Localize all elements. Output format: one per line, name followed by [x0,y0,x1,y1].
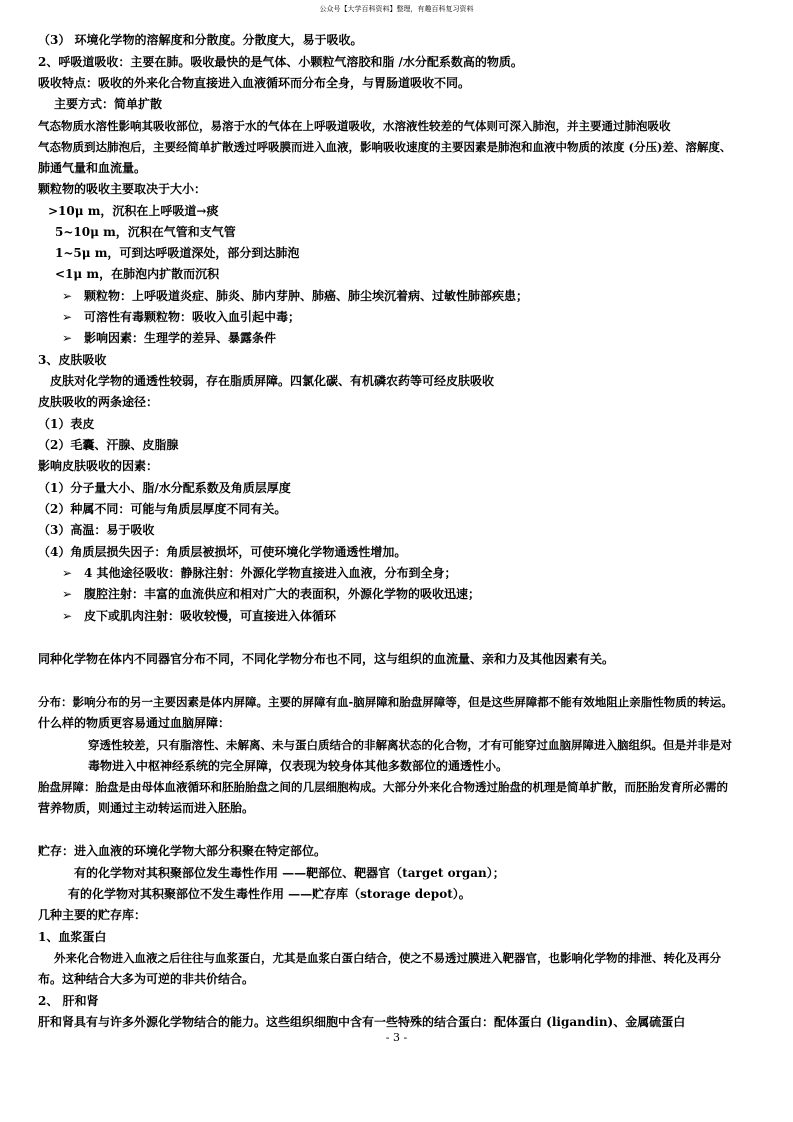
arrow-bullet-icon: ➢ [62,587,73,601]
text-line: （1）表皮 [38,417,95,431]
text-line: （4）角质层损失因子：角质层被损坏，可使环境化学物通透性增加。 [38,545,407,559]
text-line: （1）分子量大小、脂/水分配系数及角质层厚度 [38,481,291,495]
text-line: 分布：影响分布的另一主要因素是体内屏障。主要的屏障有血-脑屏障和胎盘屏障等，但是这些屏障都不能有效地阻止亲脂性物质的转运。 [38,695,733,709]
text-line: 胎盘屏障：胎盘是由母体血液循环和胚胎胎盘之间的几层细胞构成。大部分外来化合物透过胎盘的机理是简单扩散，而胚胎发育所必需的 [38,780,728,794]
text-line: 皮肤对化学物的通透性较弱，存在脂质屏障。四氯化碳、有机磷农药等可经皮肤吸收 [50,374,495,388]
text-line: 吸收特点：吸收的外来化合物直接进入血液循环而分布全身，与胃肠道吸收不同。 [38,76,471,90]
text-line: 有的化学物对其积聚部位不发生毒性作用 ——贮存库（storage depot）。 [68,887,471,901]
text-line: 外来化合物进入血液之后往往与血浆蛋白，尤其是血浆白蛋白结合，使之不易透过膜进入靶器官，也影响化学物的排泄、转化及再分 [54,951,721,965]
arrow-bullet-icon: ➢ [62,310,73,324]
text-line: 主要方式：简单扩散 [54,97,163,111]
text-line: 有的化学物对其积聚部位发生毒性作用 ——靶部位、靶器官（target organ）； [74,866,505,880]
text-line: >10μ m，沉积在上呼吸道→痰 [48,204,219,218]
text-line: 气态物质到达肺泡后，主要经简单扩散透过呼吸膜而进入血液，影响吸收速度的主要因素是肺泡和血液中物质的浓度 (分压)差、溶解度、 [38,140,732,154]
page-header: 公众号【大学百科资料】整理，有趣百科复习资料 [319,5,474,13]
page-number: - 3 - [385,1031,408,1044]
arrow-bullet-icon: ➢ [62,331,73,345]
bullet-text: 可溶性有毒颗粒物：吸收入血引起中毒； [84,310,301,324]
bullet-item [62,309,300,325]
text-line: 5~10μ m，沉积在气管和支气管 [55,225,236,239]
arrow-bullet-icon: ➢ [62,609,73,623]
text-line: 几种主要的贮存库： [38,908,147,922]
text-line: （3） 环境化学物的溶解度和分散度。分散度大，易于吸收。 [38,33,363,47]
bullet-item [62,565,457,581]
section-heading: 3、皮肤吸收 [38,353,107,367]
text-line: 贮存：进入血液的环境化学物大部分积聚在特定部位。 [38,844,327,858]
bullet-text: 颗粒物：上呼吸道炎症、肺炎、肺内芽肿、肺癌、肺尘埃沉着病、过敏性肺部疾患； [84,289,529,303]
bullet-item [62,608,336,624]
section-heading: 1、血浆蛋白 [38,930,107,944]
text-line: 营养物质，则通过主动转运而进入胚胎。 [38,801,255,815]
arrow-bullet-icon: ➢ [62,566,73,580]
bullet-item [62,586,480,602]
bullet-text: 腹腔注射：丰富的血流供应和相对广大的表面积，外源化学物的吸收迅速； [84,587,481,601]
text-line: 毒物进入中枢神经系统的完全屏障，仅表现为较身体其他多数部位的通透性小。 [88,759,509,773]
text-line: 皮肤吸收的两条途径： [38,395,159,409]
text-line: 颗粒物的吸收主要取决于大小： [38,182,207,196]
section-heading: 2、 肝和肾 [38,994,99,1008]
text-line: 2、呼吸道吸收：主要在肺。吸收最快的是气体、小颗粒气溶胶和脂 /水分配系数高的物质。 [38,55,523,69]
arrow-bullet-icon: ➢ [62,289,73,303]
text-line: 影响皮肤吸收的因素： [38,459,159,473]
text-line: 布。这种结合大多为可逆的非共价结合。 [38,972,255,986]
text-line: （2）种属不同：可能与角质层厚度不同有关。 [38,502,287,516]
bullet-text: 影响因素：生理学的差异、暴露条件 [84,331,277,345]
text-line: 穿透性较差，只有脂溶性、未解离、未与蛋白质结合的非解离状态的化合物，才有可能穿过血脑屏障进入脑组织。但是并非是对 [88,738,732,752]
text-line: （3）高温：易于吸收 [38,523,155,537]
bullet-item [62,330,276,346]
bullet-item [62,288,528,304]
text-line: 肺通气量和血流量。 [38,161,147,175]
text-line: <1μ m，在肺泡内扩散而沉积 [55,267,220,281]
text-line: 1~5μ m，可到达呼吸道深处，部分到达肺泡 [55,246,300,260]
bullet-text: 4 其他途径吸收：静脉注射：外源化学物直接进入血液，分布到全身； [84,566,457,580]
text-line: 肝和肾具有与许多外源化学物结合的能力。这些组织细胞中含有一些特殊的结合蛋白：配体蛋白 (ligandin)、金属硫蛋白 [38,1015,686,1029]
text-line: 同种化学物在体内不同器官分布不同，不同化学物分布也不同，这与组织的血流量、亲和力及其他因素有关。 [38,652,615,666]
text-line: 气态物质水溶性影响其吸收部位，易溶于水的气体在上呼吸道吸收，水溶液性较差的气体则可深入肺泡，并主要通过肺泡吸收 [38,119,671,133]
text-line: 什么样的物质更容易通过血脑屏障： [38,716,231,730]
bullet-text: 皮下或肌肉注射：吸收较慢，可直接进入体循环 [84,609,337,623]
text-line: （2）毛囊、汗腺、皮脂腺 [38,438,179,452]
